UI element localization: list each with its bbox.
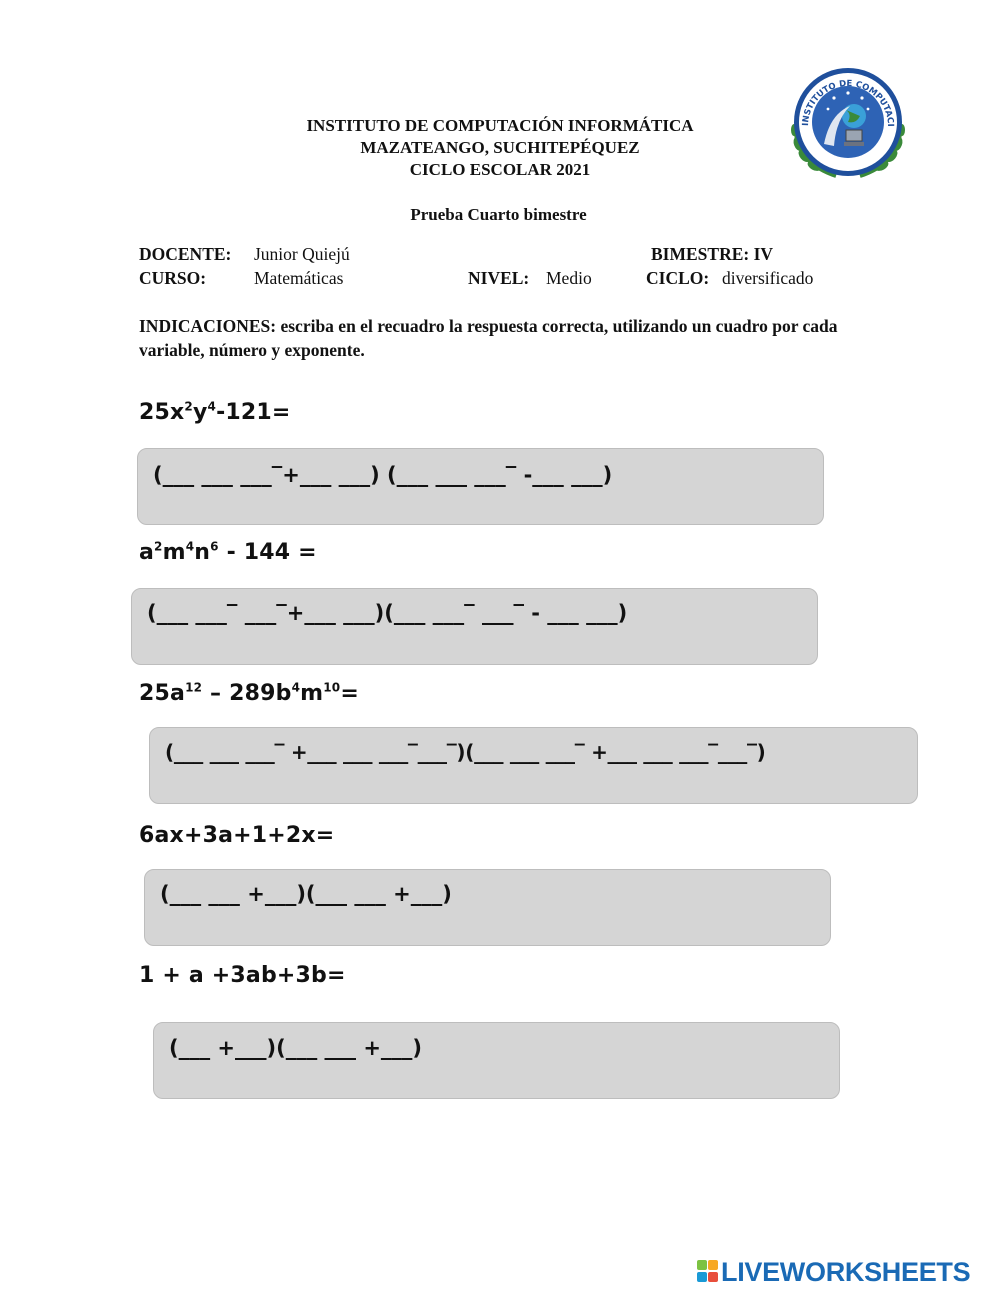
school-logo (786, 64, 910, 182)
exercise-4-answer-box[interactable] (144, 869, 831, 946)
header-line-3: CICLO ESCOLAR 2021 (409, 160, 591, 179)
exercise-4-answer-blanks: (___ ___ +___)(___ ___ +___) (160, 882, 452, 906)
curso-label: CURSO: (139, 268, 207, 288)
exercise-4-expression: 6ax+3a+1+2x= (139, 823, 335, 848)
exercise-2-answer-box[interactable] (131, 588, 818, 665)
liveworksheets-footer (697, 1256, 970, 1288)
nivel-value: Medio (546, 268, 592, 288)
nivel-label: NIVEL: (468, 268, 530, 288)
docente-label: DOCENTE: (139, 244, 232, 264)
exercise-2-answer-blanks: (___ ___‾ ___‾+___ ___)(___ ___‾ ___‾ - ___ ___) (147, 601, 628, 625)
liveworksheets-logo-icon (697, 1260, 719, 1284)
ciclo-value: diversificado (722, 268, 814, 288)
exercise-1-answer-box[interactable] (137, 448, 824, 525)
bimestre-label: BIMESTRE: IV (651, 244, 774, 264)
curso-value: Matemáticas (254, 268, 344, 288)
exercise-1-answer-blanks: (___ ___ ___‾+___ ___) (___ ___ ___‾ -___ ___) (153, 463, 613, 487)
ciclo-label: CICLO: (646, 268, 710, 288)
exercise-2-expression: $a^2m^4n^6 - 144$ = (139, 539, 317, 565)
docente-value: Junior Quiejú (254, 244, 350, 264)
liveworksheets-wordmark: LIVEWORKSHEETS (721, 1256, 971, 1287)
exercise-3-answer-box[interactable] (149, 727, 918, 804)
test-title: Prueba Cuarto bimestre (410, 205, 587, 224)
exercise-5-answer-box[interactable] (153, 1022, 840, 1099)
exercise-5-answer-blanks: (___ +___)(___ ___ +___) (169, 1036, 423, 1060)
header-line-2: MAZATEANGO, SUCHITEPÉQUEZ (360, 138, 640, 157)
header-line-1: INSTITUTO DE COMPUTACIÓN INFORMÁTICA (306, 116, 694, 135)
instructions: INDICACIONES: escriba en el recuadro la respuesta correcta, utilizando un cuadro por cada variable, número y exponente. (139, 316, 838, 360)
exercise-3-expression: $25a^{12} - 289b^4m^{10}=$ (139, 680, 359, 706)
exercise-1-expression: $25x^2y^4-121=$ (139, 399, 291, 425)
exercise-3-answer-blanks: (___ ___ ___‾ +___ ___ ___‾___‾)(___ ___ ___‾ +___ ___ ___‾___‾) (165, 740, 766, 764)
logo-ring-text: INSTITUTO DE COMPUTACI (800, 78, 896, 127)
exercise-5-expression: 1 + a +3ab+3b= (139, 963, 346, 988)
